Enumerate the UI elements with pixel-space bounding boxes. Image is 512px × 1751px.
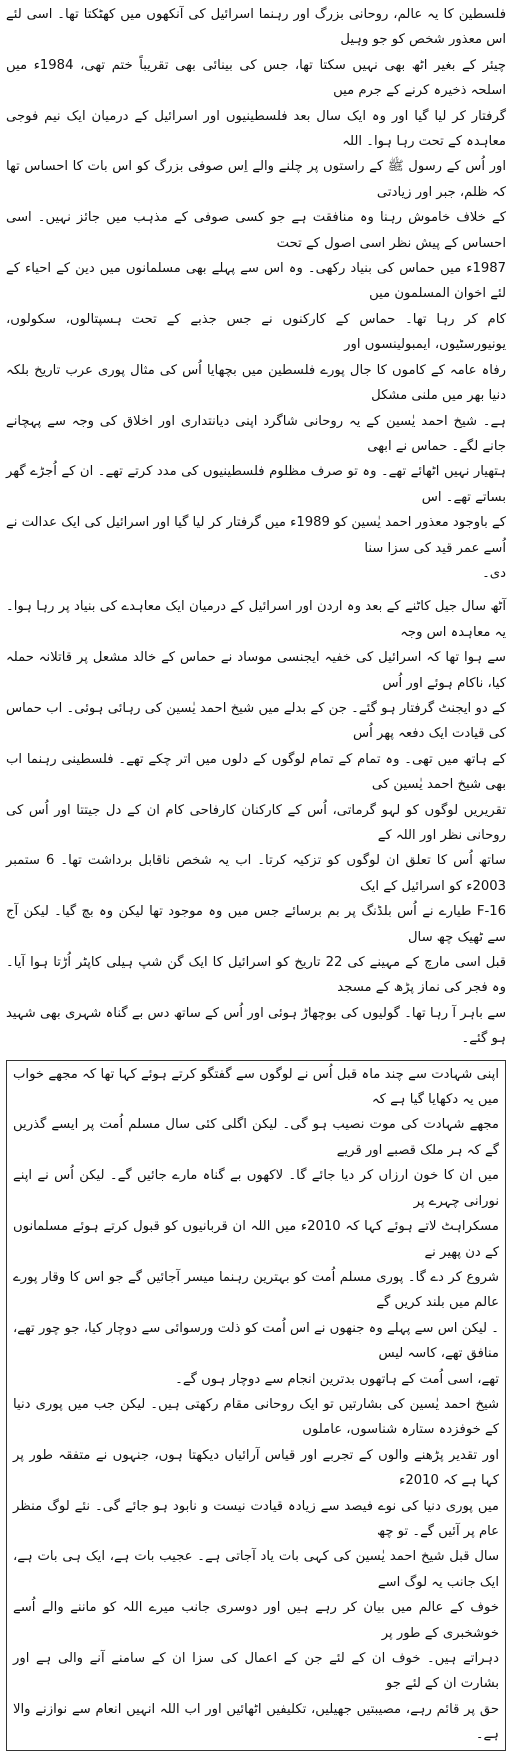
boxed-section <box>6 1060 506 1751</box>
article-paragraph: فلسطین کا یہ عالم، روحانی بزرگ اور رہنما اسرائیل کی آنکھوں میں کھٹکتا تھا۔ اسی لئے اس معذور شخص کو جو وہیل چیئر کے بغیر اٹھ بھی نہیں سکتا تھا، جس کی بینائی بھی تقریباً ختم تھی، 1984ء میں اسلحہ ذخیرہ کرنے کے جرم میں گرفتار کر لیا گیا اور وہ ایک سال بعد فلسطینیوں اور اسرائیل کے درمیان ایک نیم فوجی معاہدہ کے تحت رہا ہوا۔ اللہ اور اُس کے رسول ﷺ کے راستوں پر چلنے والے اِس صوفی بزرگ کو اس بات کا احساس تھا کہ ظلم، جبر اور زیادتی کے خلاف خاموش رہنا وہ منافقت ہے جو کسی صوفی کے مذہب میں جائز نہیں۔ اسی احساس کے پیش نظر اسی اصول کے تحت 1987ء میں حماس کی بنیاد رکھی۔ وہ اس سے پہلے بھی مسلمانوں میں دین کے احیاء کے لئے اخوان المسلمون میں کام کر رہا تھا۔ حماس کے کارکنوں نے جس جذبے کے تحت ہسپتالوں، سکولوں، یونیورسٹیوں، ایمبولینسوں اور رفاہ عامہ کے کاموں کا جال پورے فلسطین میں بچھایا اُس کی مثال پوری عرب تاریخ بلکہ دنیا بھر میں ملنی مشکل ہے۔ شیخ احمد یٰسین کے یہ روحانی شاگرد اپنی دیانتداری اور اخلاق کی وجہ سے پہچانے جانے لگے۔ حماس نے ابھی ہتھیار نہیں اٹھائے تھے۔ وہ تو صرف مظلوم فلسطینیوں کی مدد کرتے تھے۔ ان کے اُجڑے گھر بساتے تھے۔ اس کے باوجود معذور احمد یٰسین کو 1989ء میں گرفتار کر لیا گیا اور اسرائیل کی ایک عدالت نے اُسے عمر قید کی سزا سنا دی۔ <box>6 7 506 581</box>
boxed-paragraph: اپنی شہادت سے چند ماہ قبل اُس نے لوگوں سے گفتگو کرتے ہوئے کہا تھا کہ مجھے خواب میں یہ دکھایا گیا ہے کہ مجھے شہادت کی موت نصیب ہو گی۔ لیکن اگلی کئی سال مسلم اُمت پر ایسے گذریں گے کہ ہر ملک قصبے اور قریے میں ان کا خون ارزاں کر دیا جائے گا۔ لاکھوں بے گناہ مارے جائیں گے۔ لیکن اُس نے اپنے نورانی چہرے پر مسکراہٹ لاتے ہوئے کہا کہ 2010ء میں اللہ ان قربانیوں کو قبول کرتے ہوئے مسلمانوں کے دن پھیر نے شروع کر دے گا۔ پوری مسلم اُمت کو بہترین رہنما میسر آجائیں گے جو اس کا وقار پورے عالم میں بلند کریں گے ۔ لیکن اس سے پہلے وہ جنھوں نے اس اُمت کو ذلت ورسوائی سے دوچار کیا، جو چور تھے، منافق تھے، کاسہ لیس تھے، اسی اُمت کے ہاتھوں بدترین انجام سے دوچار ہوں گے۔ <box>13 1066 499 1387</box>
boxed-paragraph: شیخ احمد یٰسین کی بشارتیں تو ایک روحانی مقام رکھتی ہیں۔ لیکن جب میں پوری دنیا کے خوفزدہ ستارہ شناسوں، عاملوں اور تقدیر پڑھنے والوں کے تجربے اور قیاس آرائیاں دیکھتا ہوں، جنہوں نے متفقہ طور پر کہا ہے کہ 2010ء میں پوری دنیا کی نوے فیصد سے زیادہ قیادت نیست و نابود ہو جائے گی۔ نئے لوگ منظر عام پر آئیں گے۔ تو چھ سال قبل شیخ احمد یٰسین کی کہی بات یاد آجاتی ہے۔ عجیب بات ہے، ایک ہی بات ہے، ایک جانب یہ لوگ اسے خوف کے عالم میں بیان کر رہے ہیں اور دوسری جانب میرے اللہ کو ماننے والے اُسے خوشخبری کے طور پر دہراتے ہیں۔ خوف ان کے لئے جن کے اعمال کی سزا ان کے سامنے آنے والی ہے اور بشارت ان کے لئے جو حق پر قائم رہے، مصیبتیں جھیلیں، تکلیفیں اٹھائیں اور اب اللہ انہیں انعام سے نوازنے والا ہے۔ <box>13 1396 499 1743</box>
article-paragraph: آٹھ سال جیل کاٹنے کے بعد وہ اردن اور اسرائیل کے درمیان ایک معاہدے کی بنیاد پر رہا ہوا۔ یہ معاہدہ اس وجہ سے ہوا تھا کہ اسرائیل کی خفیہ ایجنسی موساد نے حماس کے خالد مشعل پر قاتلانہ حملہ کیا، ناکام ہوئے اور اُس کے دو ایجنٹ گرفتار ہو گئے۔ جن کے بدلے میں شیخ احمد یٰسین کی رہائی ہوئی۔ اب حماس کی قیادت ایک دفعہ پھر اُس کے ہاتھ میں تھی۔ وہ تمام کے تمام لوگوں کے دلوں میں اتر چکے تھے۔ فلسطینی رہنما اب بھی شیخ احمد یٰسین کی تقریریں لوگوں کو لہو گرماتی، اُس کے کارکنان کارفاحی کام ان کے دل جیتتا اور اُس کی روحانی نظر اور اللہ کے ساتھ اُس کا تعلق ان لوگوں کو تزکیہ کرتا۔ اب یہ شخص ناقابل برداشت تھا۔ 6 ستمبر 2003ء کو اسرائیل کے ایک F-16 طیارے نے اُس بلڈنگ پر بم برسائے جس میں وہ موجود تھا لیکن وہ بچ گیا۔ لیکن آج سے ٹھیک چھ سال قبل اسی مارچ کے مہینے کی 22 تاریخ کو اسرائیل کا ایک گن شپ ہیلی کاپٹر اُڑتا ہوا آیا۔ وہ فجر کی نماز پڑھ کے مسجد سے باہر آ رہا تھا۔ گولیوں کی بوچھاڑ ہوئی اور اُس کے ساتھ دس بے گناہ شہری بھی شہید ہو گئے۔ <box>6 599 507 1047</box>
